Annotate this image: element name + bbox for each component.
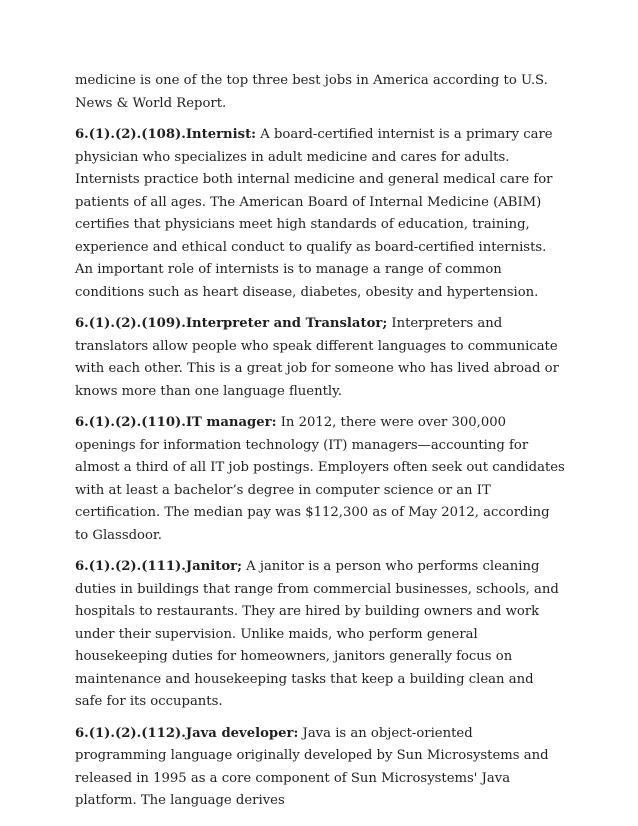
paragraph-java-developer (75, 723, 565, 813)
paragraph-body: In 2012, there were over 300,000 openings for information technology (IT) managers—accounting for almost a third of all IT job postings. Employers often seek out candidates with at least a bachelor’s degree in computer science or an IT certification. The median pay was $112,300 as of May 2012, according to Glassdoor. (75, 415, 565, 543)
paragraph-heading: 6.(1).(2).(111).Janitor; (75, 559, 242, 574)
paragraph-heading: 6.(1).(2).(110).IT manager: (75, 415, 277, 430)
paragraph-heading: 6.(1).(2).(112).Java developer: (75, 725, 299, 741)
paragraph-body: Java is an object-oriented programming language originally developed by Sun Microsystems and released in 1995 as a core component of Sun Microsystems' Java platform. The language derives (75, 725, 549, 808)
paragraph-body: A janitor is a person who performs cleaning duties in buildings that range from commercial businesses, schools, and hospitals to restaurants. They are hired by building owners and work under their supervision. Unlike maids, who perform general housekeeping duties for homeowners, janitors generally focus on maintenance and housekeeping tasks that keep a building clean and safe for its occupants. (75, 559, 559, 709)
paragraph-heading: 6.(1).(2).(109).Interpreter and Translator; (75, 316, 388, 331)
paragraph-janitor (75, 556, 565, 714)
document-page (75, 70, 565, 822)
paragraph-it-manager (75, 412, 565, 547)
paragraph-body: A board-certified internist is a primary care physician who specializes in adult medicine and cares for adults. Internists practice both internal medicine and general medical care for patients of all ages. The American Board of Internal Medicine (ABIM) certifies that physicians meet high standards of education, training, experience and ethical conduct to qualify as board-certified internists. An important role of internists is to manage a range of common conditions such as heart disease, diabetes, obesity and hypertension. (75, 127, 553, 300)
paragraph-heading: 6.(1).(2).(108).Internist: (75, 127, 257, 142)
paragraph-body: medicine is one of the top three best jobs in America according to U.S. News & World Report. (75, 73, 548, 111)
paragraph-medicine (75, 70, 565, 115)
paragraph-body: Interpreters and translators allow people who speak different languages to communicate with each other. This is a great job for someone who has lived abroad or knows more than one language fluently. (75, 316, 559, 399)
paragraph-internist (75, 124, 565, 304)
paragraph-interpreter (75, 313, 565, 403)
